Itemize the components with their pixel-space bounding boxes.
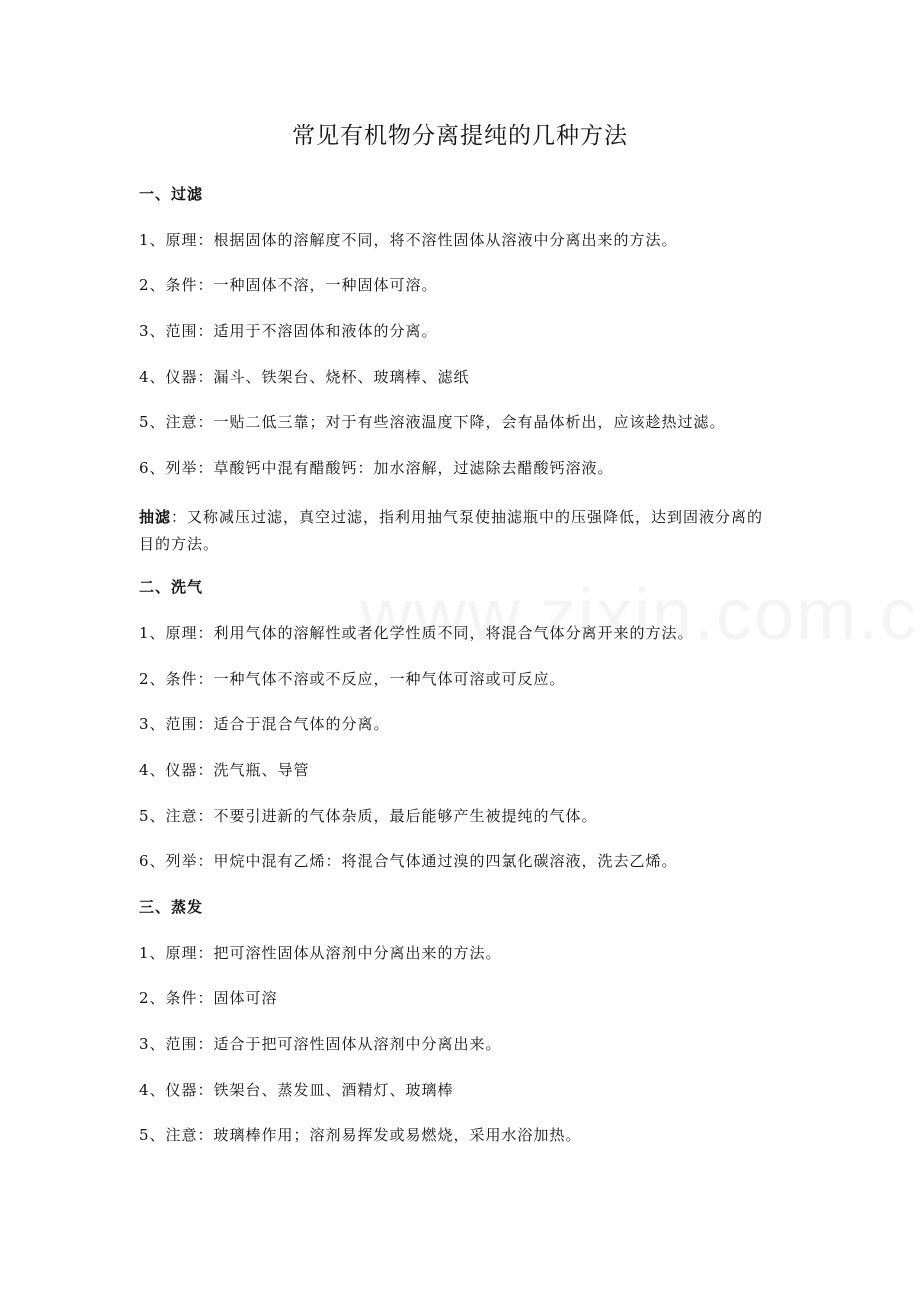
note-lead: 抽滤 <box>139 508 172 526</box>
note-text: ：又称减压过滤，真空过滤，指利用抽气泵使抽滤瓶中的压强降低，达到固液分离的目的方法。 <box>139 508 764 553</box>
list-item: 1、原理：把可溶性固体从溶剂中分离出来的方法。 <box>139 944 502 962</box>
list-item: 1、原理：根据固体的溶解度不同，将不溶性固体从溶液中分离出来的方法。 <box>139 231 678 249</box>
suction-filtration-note <box>139 504 779 558</box>
list-item: 4、仪器：洗气瓶、导管 <box>139 761 310 779</box>
list-item: 2、条件：一种固体不溶，一种固体可溶。 <box>139 276 438 294</box>
list-item: 5、注意：玻璃棒作用；溶剂易挥发或易燃烧，采用水浴加热。 <box>139 1126 582 1144</box>
list-item: 3、范围：适合于把可溶性固体从溶剂中分离出来。 <box>139 1035 502 1053</box>
list-item: 4、仪器：漏斗、铁架台、烧杯、玻璃棒、滤纸 <box>139 368 470 386</box>
document-title: 常见有机物分离提纯的几种方法 <box>292 123 628 149</box>
section-heading-evaporation: 三、蒸发 <box>139 898 204 916</box>
section-heading-gas-washing: 二、洗气 <box>139 578 204 596</box>
list-item: 2、条件：固体可溶 <box>139 989 278 1007</box>
list-item: 6、列举：甲烷中混有乙烯：将混合气体通过溴的四氯化碳溶液，洗去乙烯。 <box>139 852 678 870</box>
list-item: 5、注意：不要引进新的气体杂质，最后能够产生被提纯的气体。 <box>139 807 598 825</box>
list-item: 3、范围：适用于不溶固体和液体的分离。 <box>139 322 438 340</box>
list-item: 5、注意：一贴二低三靠；对于有些溶液温度下降，会有晶体析出，应该趁热过滤。 <box>139 413 726 431</box>
list-item: 3、范围：适合于混合气体的分离。 <box>139 715 390 733</box>
list-item: 4、仪器：铁架台、蒸发皿、酒精灯、玻璃棒 <box>139 1081 454 1099</box>
section-heading-filtration: 一、过滤 <box>139 185 204 203</box>
list-item: 1、原理：利用气体的溶解性或者化学性质不同，将混合气体分离开来的方法。 <box>139 624 694 642</box>
list-item: 6、列举：草酸钙中混有醋酸钙：加水溶解，过滤除去醋酸钙溶液。 <box>139 459 614 477</box>
list-item: 2、条件：一种气体不溶或不反应，一种气体可溶或可反应。 <box>139 670 566 688</box>
